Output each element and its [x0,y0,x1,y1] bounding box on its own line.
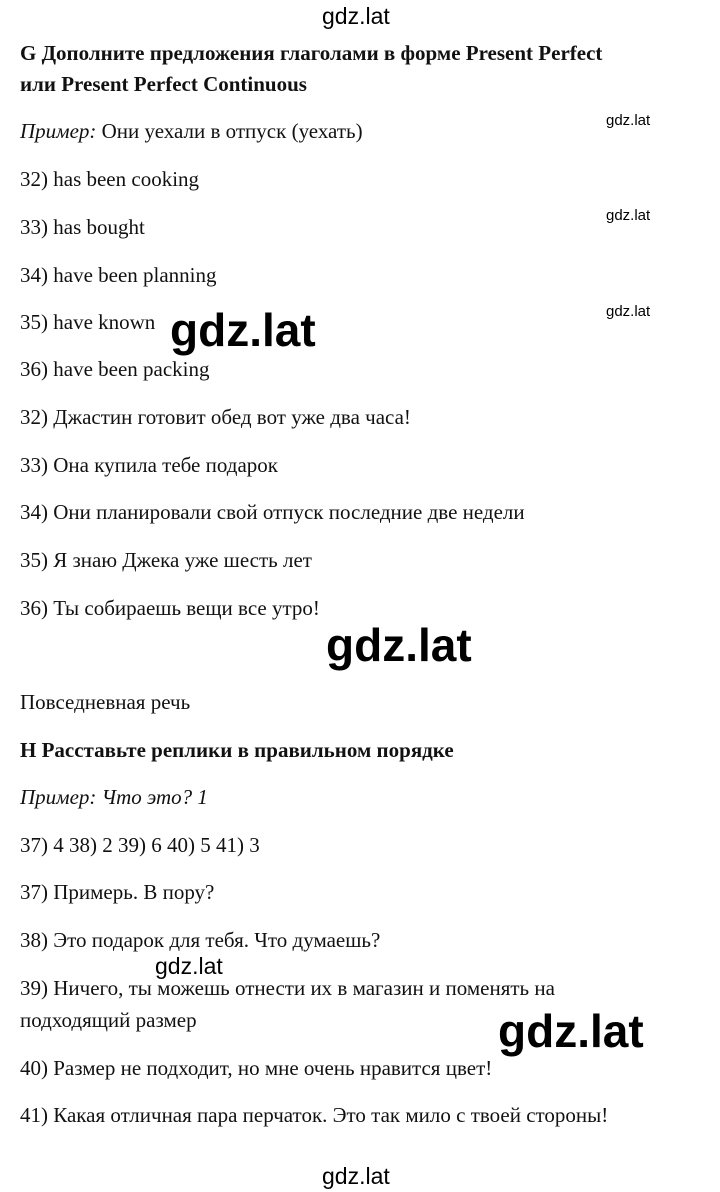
translation-line: 33) Она купила тебе подарок [20,453,278,477]
section-g-heading-line1: G Дополните предложения глаголами в форме Present Perfect [20,41,603,65]
answer-line: 34) have been planning [20,263,217,287]
dialogue-line: подходящий размер [20,1008,197,1032]
dialogue-line: 37) Примерь. В пору? [20,880,215,904]
translation-line: 34) Они планировали свой отпуск последние две недели [20,500,525,524]
dialogue-line: 41) Какая отличная пара перчаток. Это так мило с твоей стороны! [20,1103,609,1127]
section-h-heading: H Расставьте реплики в правильном порядке [20,738,454,762]
example-label: Пример: [20,119,97,143]
answer-line: 33) has bought [20,215,145,239]
dialogue-line: 39) Ничего, ты можешь отнести их в магазин и поменять на [20,976,555,1000]
answer-line: 36) have been packing [20,357,210,381]
example-text: Они уехали в отпуск (уехать) [96,119,363,143]
watermark: gdz.lat [155,953,223,979]
translation-line: 35) Я знаю Джека уже шесть лет [20,548,312,572]
dialogue-line: 38) Это подарок для тебя. Что думаешь? [20,928,381,952]
watermark: gdz.lat [606,112,651,129]
watermark: gdz.lat [322,1163,390,1189]
dialogue-line: 40) Размер не подходит, но мне очень нравится цвет! [20,1056,493,1080]
answer-line: 35) have known [20,310,156,334]
watermark: gdz.lat [170,304,316,356]
section-h-order: 37) 4 38) 2 39) 6 40) 5 41) 3 [20,833,260,857]
watermark: gdz.lat [322,3,390,29]
everyday-speech-title: Повседневная речь [20,690,191,714]
section-g-example [20,119,363,143]
translation-line: 36) Ты собираешь вещи все утро! [20,596,320,620]
section-h-example: Пример: Что это? 1 [20,785,208,809]
watermark: gdz.lat [326,619,472,671]
translation-line: 32) Джастин готовит обед вот уже два часа! [20,405,411,429]
watermark: gdz.lat [606,303,651,320]
section-g-heading-line2: или Present Perfect Continuous [20,72,307,96]
watermark: gdz.lat [606,207,651,224]
answer-line: 32) has been cooking [20,167,200,191]
watermark: gdz.lat [498,1005,644,1057]
